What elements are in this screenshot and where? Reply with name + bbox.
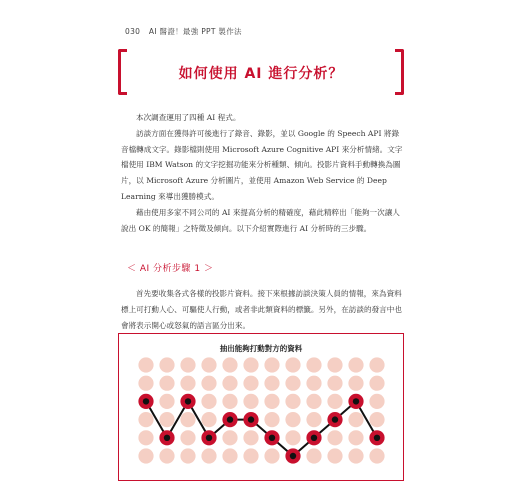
grid-dot [243,394,258,409]
highlight-dot-center [269,435,275,441]
grid-dot [138,376,153,391]
dot-grid-illustration [119,334,405,482]
grid-dot [222,376,237,391]
grid-dot [306,394,321,409]
highlight-dot-center [143,398,149,404]
grid-dot [327,376,342,391]
grid-dot [369,357,384,372]
highlight-dot-center [185,398,191,404]
grid-dot [222,448,237,463]
chapter-title-box [118,49,404,95]
grid-dot [243,430,258,445]
grid-dot [201,412,216,427]
grid-dot [159,412,174,427]
paragraph: 本次調查運用了四種 AI 程式。 [136,113,241,122]
grid-dot [159,357,174,372]
grid-dot [243,448,258,463]
highlight-dot-center [164,435,170,441]
grid-dot [264,376,279,391]
grid-dot [327,448,342,463]
grid-dot [285,412,300,427]
grid-dot [159,394,174,409]
grid-dot [138,448,153,463]
grid-dot [222,357,237,372]
highlight-dot-center [353,398,359,404]
grid-dot [201,394,216,409]
grid-dot [327,394,342,409]
grid-dot [159,448,174,463]
right-bracket [395,49,404,95]
grid-dot [201,376,216,391]
page-number: 030 [125,27,141,36]
grid-dot [180,357,195,372]
grid-dot [222,430,237,445]
grid-dot [243,357,258,372]
grid-dot [138,357,153,372]
grid-dot [285,430,300,445]
grid-dot [285,394,300,409]
grid-dot [306,412,321,427]
grid-dot [201,448,216,463]
grid-dot [264,357,279,372]
grid-dot [243,376,258,391]
grid-dot [306,376,321,391]
highlight-dot-center [311,435,317,441]
step-heading: ＜ AI 分析步驟 1 ＞ [127,264,214,274]
grid-dot [180,376,195,391]
grid-dot [138,430,153,445]
figure-panel [118,333,404,481]
grid-dot [180,430,195,445]
grid-dot [264,394,279,409]
grid-dot [327,430,342,445]
grid-dot [306,448,321,463]
grid-dot [348,376,363,391]
highlight-dot-center [248,416,254,422]
grid-dot [264,412,279,427]
grid-dot [285,357,300,372]
figure-title: 抽出能夠打動對方的資料 [219,344,303,353]
chapter-title: 如何使用 AI 進行分析？ [178,66,344,82]
intro-text [121,110,403,236]
grid-dot [327,357,342,372]
grid-dot [348,357,363,372]
step-text [121,286,403,333]
grid-dot [201,357,216,372]
grid-dot [180,448,195,463]
grid-dot [369,412,384,427]
grid-dot [180,412,195,427]
highlight-dot-center [374,435,380,441]
grid-dot [369,448,384,463]
grid-dot [264,448,279,463]
highlight-dot-center [206,435,212,441]
paragraph: 藉由使用多家不同公司的 AI 來提高分析的精確度，藉此精粹出「能夠一次讓人說出 OK 的簡報」之特徵及傾向。以下介紹實際進行 AI 分析時的三步驟。 [121,207,400,233]
grid-dot [348,430,363,445]
paragraph: 訪談方面在獲得許可後進行了錄音、錄影，並以 Google 的 Speech API 將錄音檔轉成文字。錄影檔則使用 Microsoft Azure Cognitive API 來分析情緒。文字檔使用 IBM Watson 的文字挖掘功能來分析種類、傾向。投影片資料手動轉換為圖片，以 Microsoft Azure 分析圖片，並使用 Amazon Web Service 的 Deep Learning 來導出獲勝模式。 [121,128,403,201]
connection-line [146,401,377,456]
grid-dot [222,394,237,409]
grid-dot [285,376,300,391]
running-header [125,26,242,37]
highlight-dot-center [332,416,338,422]
highlight-dot-center [290,453,296,459]
grid-dot [369,376,384,391]
highlight-dot-center [227,416,233,422]
grid-dot [348,448,363,463]
grid-dot [369,394,384,409]
grid-dot [306,357,321,372]
grid-dot [138,412,153,427]
grid-dot [348,412,363,427]
book-title: AI 醫證！最強 PPT 製作法 [148,27,242,36]
grid-dot [159,376,174,391]
paragraph: 首先要收集各式各樣的投影片資料。接下來根據訪談決策人員的情報，來為資料標上可打動人心、可驅使人行動，或者非此類資料的標籤。另外，在訪談的發言中也會將表示開心或怒氣的語言區分出來。 [121,289,402,330]
